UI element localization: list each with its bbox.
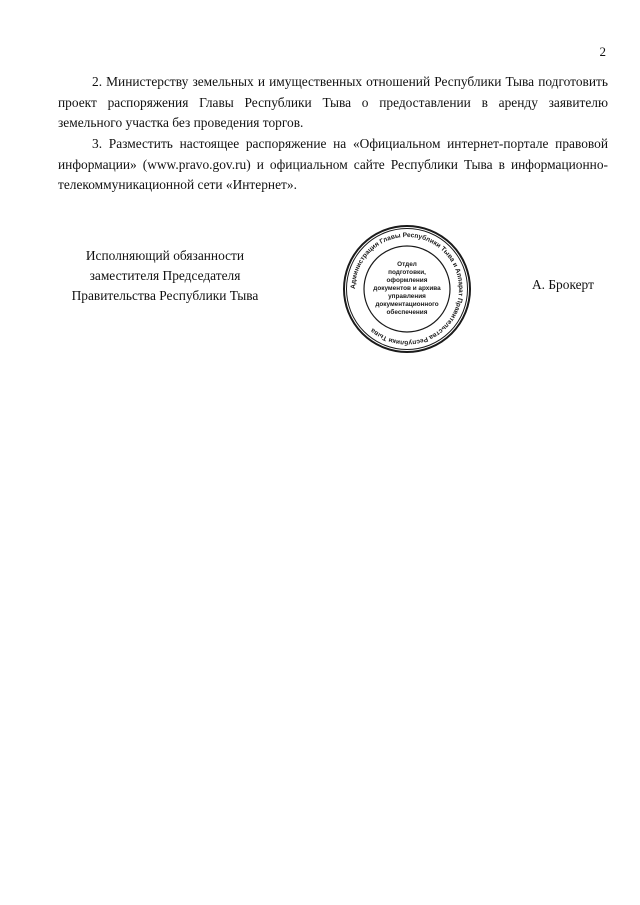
position-line: заместителя Председателя [89, 268, 241, 283]
stamp-center-line: подготовки, [388, 269, 426, 276]
stamp-center-line: документационного [375, 301, 439, 308]
stamp-center-line: обеспечения [386, 309, 428, 316]
signatory-position [58, 246, 272, 306]
position-line: Правительства Республики Тыва [71, 288, 259, 303]
stamp-ring-textpath: Администрация Главы Республики Тыва и Аппарат Правительства Республики Тыва [349, 231, 465, 347]
stamp-center-line: управления [388, 293, 426, 300]
paragraph-3: 3. Разместить настоящее распоряжение на «Официальном интернет-портале правовой информации» (www.pravo.gov.ru) и официальном сайте Республики Тыва в информационно-телекоммуникационной сети «Интернет». [58, 136, 608, 192]
stamp-center-line: оформления [386, 277, 428, 284]
position-line: Исполняющий обязанности [85, 248, 245, 263]
stamp-center-line: Отдел [397, 261, 417, 268]
stamp-center-line: документов и архива [373, 285, 441, 292]
paragraph-2: 2. Министерству земельных и имущественных отношений Республики Тыва подготовить проект распоряжения Главы Республики Тыва о предоставлении в аренду заявителю земельного участка без проведения торгов. [58, 74, 608, 130]
official-stamp [341, 223, 473, 355]
signatory-name: А. Брокерт [532, 277, 594, 292]
page-number: 2 [599, 44, 606, 59]
